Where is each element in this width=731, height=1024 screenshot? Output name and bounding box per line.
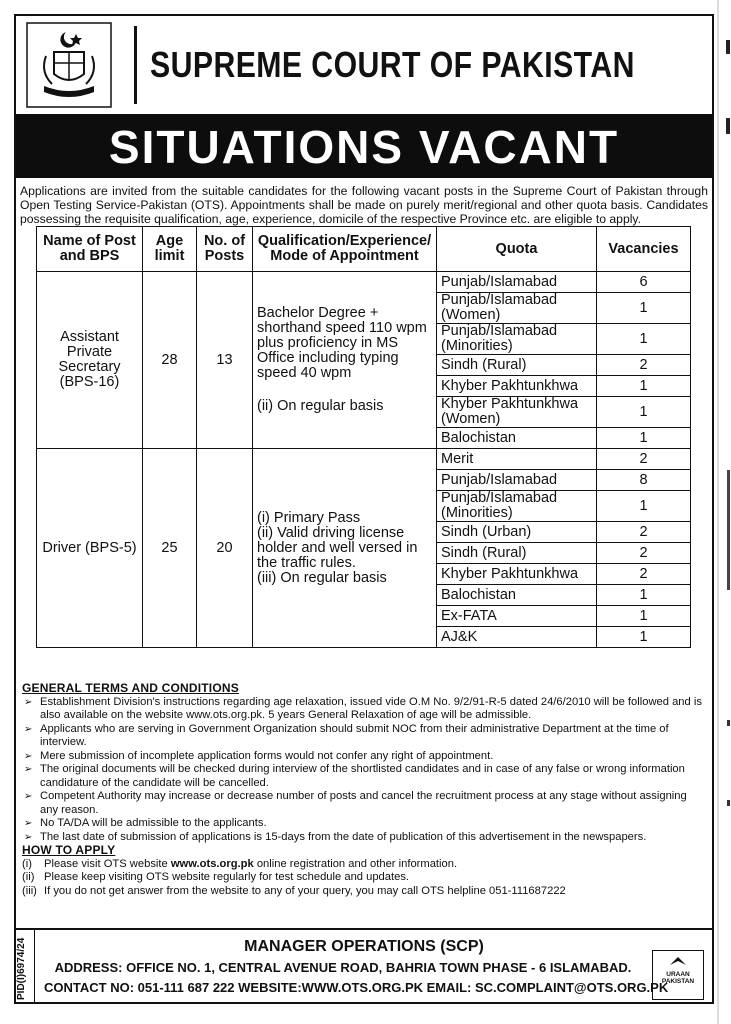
qualification-line: (ii) On regular basis (257, 398, 384, 414)
table-row (37, 449, 691, 470)
header-qualification: Qualification/Experience/ Mode of Appointment (253, 227, 437, 272)
vacancy-table (36, 226, 691, 648)
header-name: Name of Post and BPS (37, 227, 143, 272)
footer-divider (16, 928, 712, 930)
vacancy-cell: 2 (597, 449, 691, 470)
arrow-bullet-icon: ➢ (24, 750, 33, 762)
vacancy-cell: 2 (597, 522, 691, 543)
arrow-bullet-icon: ➢ (24, 831, 33, 843)
vacancy-cell: 2 (597, 543, 691, 564)
vacancy-cell: 1 (597, 585, 691, 606)
item-number: (iii) (22, 884, 37, 897)
vacancy-cell: 1 (597, 491, 691, 522)
state-emblem-icon (26, 22, 112, 108)
vacancy-cell: 2 (597, 355, 691, 376)
term-text: The original documents will be checked during interview of the shortlisted candidates and in case of any false or wrong information candidature of the candidate will be cancelled. (40, 763, 685, 789)
item-number: (i) (22, 857, 32, 870)
footer-contact: CONTACT NO: 051-111 687 222 WEBSITE:WWW.OTS.ORG.PK EMAIL: SC.COMPLAINT@OTS.ORG.PK (44, 980, 669, 995)
list-item (22, 885, 706, 899)
quota-cell: Punjab/Islamabad (Minorities) (437, 491, 597, 522)
quota-cell: Punjab/Islamabad (Minorities) (437, 324, 597, 355)
term-text: The last date of submission of applications is 15-days from the date of publication of this advertisement in the newspapers. (40, 830, 647, 843)
qualification-line: (i) Primary Pass (257, 509, 361, 526)
advertisement (14, 14, 714, 1004)
list-item (22, 750, 706, 764)
ots-website-link[interactable]: www.ots.org.pk (170, 857, 254, 870)
item-text: Please keep visiting OTS website regularly for test schedule and updates. (44, 871, 410, 883)
terms-list (22, 696, 706, 845)
post-name: Driver (BPS-5) (37, 449, 143, 648)
post-qualification (253, 449, 437, 648)
qualification-line: Bachelor Degree + shorthand speed 110 wpm plus proficiency in MS Office including typing speed 40 wpm (257, 305, 427, 381)
quota-cell: Balochistan (437, 585, 597, 606)
vacancy-cell: 6 (597, 272, 691, 293)
arrow-bullet-icon: ➢ (24, 791, 33, 802)
quota-cell: Sindh (Rural) (437, 543, 597, 564)
quota-cell: Punjab/Islamabad (437, 470, 597, 491)
list-item (22, 763, 706, 790)
post-count: 13 (197, 272, 253, 449)
vacancy-cell: 1 (597, 428, 691, 449)
table-header-row (37, 227, 691, 272)
list-item (22, 723, 706, 750)
post-name: Assistant Private Secretary (BPS-16) (37, 272, 143, 449)
vacancy-cell: 1 (597, 293, 691, 324)
list-item (22, 790, 706, 817)
header-vacancies: Vacancies (597, 227, 691, 272)
quota-cell: Ex-FATA (437, 606, 597, 627)
arrow-bullet-icon: ➢ (24, 818, 33, 829)
qualification-line: (iii) On regular basis (257, 569, 387, 586)
banner-text: SITUATIONS VACANT (108, 121, 620, 173)
qualification-line: (ii) Valid driving license holder and well versed in the traffic rules. (257, 524, 418, 571)
table-row (37, 272, 691, 293)
footer-title: MANAGER OPERATIONS (SCP) (244, 938, 484, 955)
post-age: 25 (143, 449, 197, 648)
quota-cell: AJ&K (437, 627, 597, 648)
post-qualification (253, 272, 437, 449)
uraan-logo-text: URAAN PAKISTAN (661, 971, 695, 985)
uraan-icon (668, 955, 688, 969)
adjacent-page-edge (716, 0, 731, 1024)
post-count: 20 (197, 449, 253, 648)
post-age: 28 (143, 272, 197, 449)
item-text: If you do not get answer from the website to any of your query, you may call OTS helpline 051-111687222 (44, 884, 566, 897)
list-item (22, 696, 706, 723)
term-text: Competent Authority may increase or decrease number of posts and cancel the recruitment process at any stage without assigning any reason. (40, 790, 687, 816)
quota-cell: Punjab/Islamabad (437, 272, 597, 293)
quota-cell: Khyber Pakhtunkhwa (437, 376, 597, 397)
header-posts: No. of Posts (197, 227, 253, 272)
term-text: Establishment Division's instructions regarding age relaxation, issued vide O.M No. 9/2/91-R-5 dated 24/6/2010 will be followed and is also available on the website www.ots.org.pk. 5 years General Relaxation of age will be admissible. (40, 695, 702, 721)
vacancy-cell: 1 (597, 324, 691, 355)
terms-heading: GENERAL TERMS AND CONDITIONS (22, 681, 239, 695)
terms-section (22, 682, 706, 898)
header-divider (134, 26, 137, 104)
header (16, 16, 712, 116)
list-item (22, 858, 706, 872)
term-text: Mere submission of incomplete application forms would not confer any right of appointment. (40, 749, 494, 762)
arrow-bullet-icon: ➢ (24, 723, 33, 735)
uraan-pakistan-logo (652, 950, 704, 1000)
how-to-apply-heading: HOW TO APPLY (22, 843, 116, 857)
term-text: Applicants who are serving in Government Organization should submit NOC from their administrative Department at the time of interview. (40, 722, 669, 748)
quota-cell: Khyber Pakhtunkhwa (Women) (437, 397, 597, 428)
court-title: SUPREME COURT OF PAKISTAN (150, 44, 635, 85)
footer-address: ADDRESS: OFFICE NO. 1, CENTRAL AVENUE ROAD, BAHRIA TOWN PHASE - 6 ISLAMABAD. (54, 960, 632, 975)
situations-vacant-banner (16, 114, 712, 178)
quota-cell: Khyber Pakhtunkhwa (437, 564, 597, 585)
arrow-bullet-icon: ➢ (24, 764, 33, 775)
item-text: Please visit OTS website (44, 857, 171, 870)
header-quota: Quota (437, 227, 597, 272)
term-text: No TA/DA will be admissible to the applicants. (40, 817, 267, 829)
quota-cell: Sindh (Rural) (437, 355, 597, 376)
pid-number: PID(I)6974/24 (16, 937, 27, 1000)
item-number: (ii) (22, 871, 35, 883)
vacancy-cell: 2 (597, 564, 691, 585)
list-item (22, 831, 706, 845)
header-age: Age limit (143, 227, 197, 272)
item-text: online registration and other information. (253, 857, 458, 870)
intro-paragraph: Applications are invited from the suitable candidates for the following vacant posts in the Supreme Court of Pakistan through Open Testing Service-Pakistan (OTS). Appointments shall be made on purely merit/regional and other quota basis. Candidates possessing the requisite qualification, age, experience, domicile of the respective Province etc. are eligible to apply. (20, 184, 708, 226)
quota-cell: Balochistan (437, 428, 597, 449)
quota-cell: Punjab/Islamabad (Women) (437, 293, 597, 324)
list-item (22, 871, 706, 885)
vacancy-cell: 8 (597, 470, 691, 491)
arrow-bullet-icon: ➢ (24, 696, 33, 708)
footer (16, 928, 712, 1004)
how-to-apply-section (22, 844, 706, 898)
vacancy-cell: 1 (597, 627, 691, 648)
quota-cell: Sindh (Urban) (437, 522, 597, 543)
quota-cell: Merit (437, 449, 597, 470)
list-item (22, 817, 706, 831)
vacancy-cell: 1 (597, 606, 691, 627)
how-to-apply-list (22, 858, 706, 899)
vacancy-cell: 1 (597, 376, 691, 397)
vacancy-cell: 1 (597, 397, 691, 428)
